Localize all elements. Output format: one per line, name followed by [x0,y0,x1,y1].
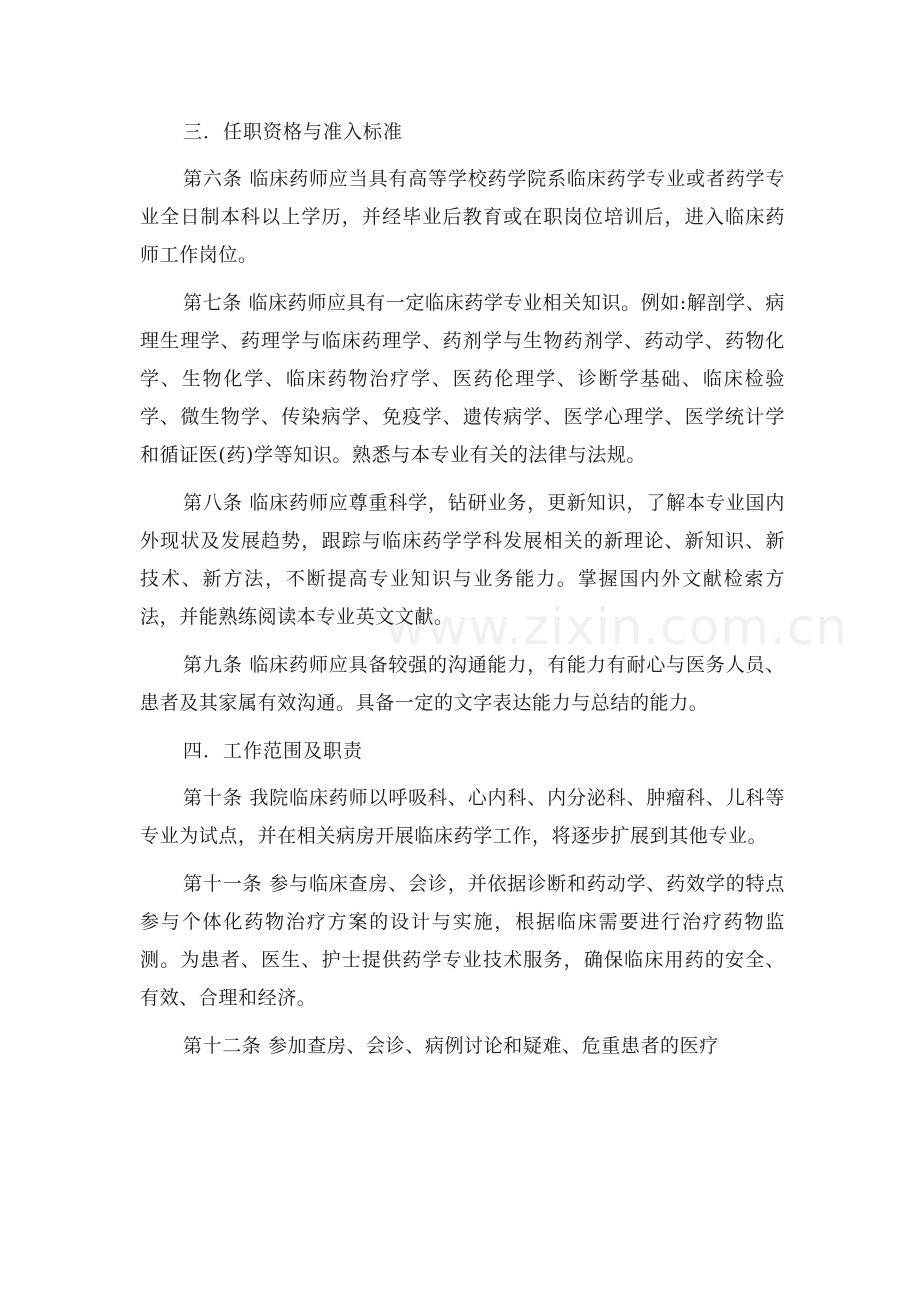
article-11-paragraph: 第十一条 参与临床查房、会诊，并依据诊断和药动学、药效学的特点参与个体化药物治疗方案的设计与实施，根据临床需要进行治疗药物监测。为患者、医生、护士提供药学专业技术服务，确保临床用药的安全、有效、合理和经济。 [140,873,785,1009]
article-12-paragraph: 第十二条 参加查房、会诊、病例讨论和疑难、危重患者的医疗 [183,1035,719,1057]
article-10-paragraph: 第十条 我院临床药师以呼吸科、心内科、内分泌科、肿瘤科、儿科等专业为试点，并在相关病房开展临床药学工作，将逐步扩展到其他专业。 [140,787,785,847]
document-body [140,113,785,1075]
watermark-text: www.zixin.com.cn [385,598,849,656]
article-8-paragraph: 第八条 临床药师应尊重科学，钻研业务，更新知识，了解本专业国内外现状及发展趋势，跟踪与临床药学学科发展相关的新理论、新知识、新技术、新方法，不断提高专业知识与业务能力。掌握国内外文献检索方法，并能熟练阅读本专业英文文献。 [140,492,785,628]
article-6-paragraph: 第六条 临床药师应当具有高等学校药学院系临床药学专业或者药学专业全日制本科以上学历，并经毕业后教育或在职岗位培训后，进入临床药师工作岗位。 [140,168,785,266]
section-heading-qualifications: 三．任职资格与准入标准 [183,121,404,143]
section-heading-scope-duties: 四．工作范围及职责 [183,740,364,762]
article-9-paragraph: 第九条 临床药师应具备较强的沟通能力，有能力有耐心与医务人员、患者及其家属有效沟通。具备一定的文字表达能力与总结的能力。 [140,654,785,714]
article-7-paragraph: 第七条 临床药师应具有一定临床药学专业相关知识。例如:解剖学、病理生理学、药理学与临床药理学、药剂学与生物药剂学、药动学、药物化学、生物化学、临床药物治疗学、医药伦理学、诊断学基础、临床检验学、微生物学、传染病学、免疫学、遗传病学、医学心理学、医学统计学和循证医(药)学等知识。熟悉与本专业有关的法律与法规。 [140,292,785,466]
